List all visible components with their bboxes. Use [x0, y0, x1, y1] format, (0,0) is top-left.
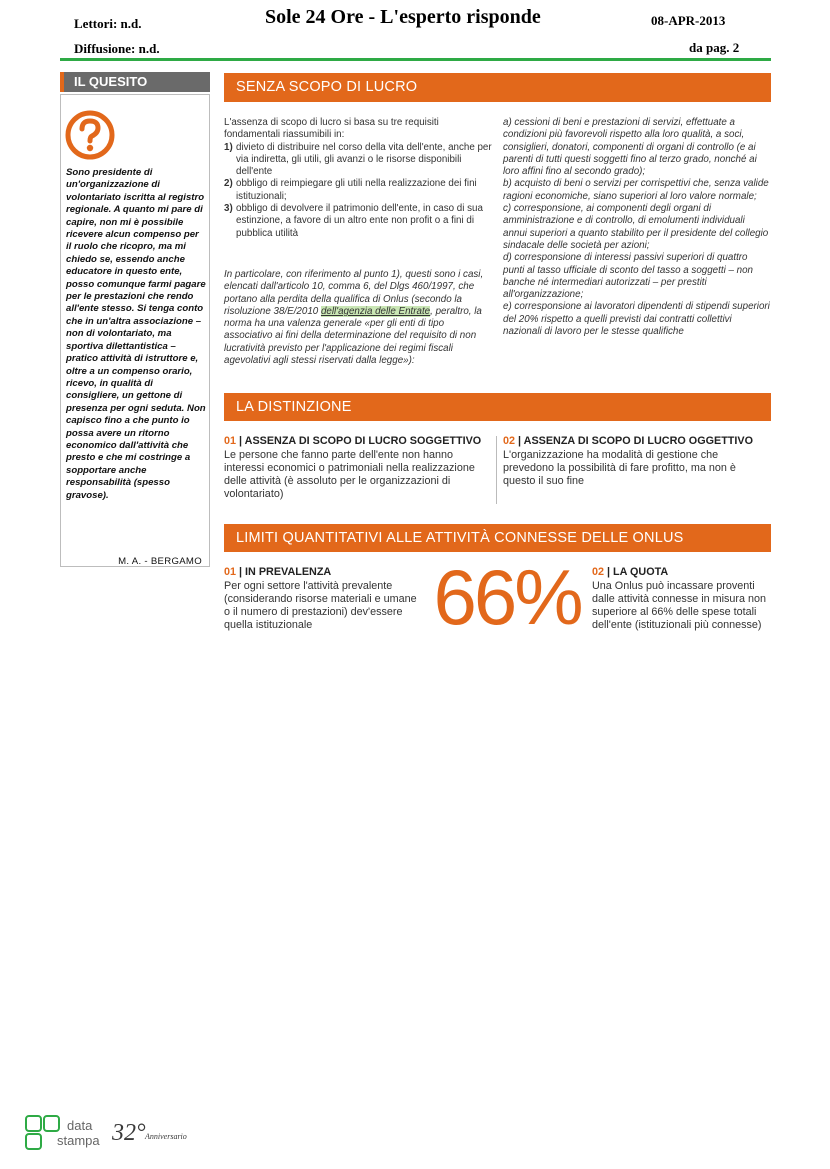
requirement-text: obbligo di devolvere il patrimonio dell'ente, in caso di sua estinzione, a favore di un altro ente non profit o a fini di pubblica utilità: [236, 203, 483, 239]
distinction-heading: 01 | ASSENZA DI SCOPO DI LUCRO SOGGETTIVO: [224, 435, 482, 447]
question-mark-icon: [65, 110, 115, 160]
distinction-heading: 02 | ASSENZA DI SCOPO DI LUCRO OGGETTIVO: [503, 435, 753, 447]
logo-word-data: data: [67, 1118, 93, 1133]
cases-column: [503, 117, 771, 338]
page-reference: da pag. 2: [689, 40, 740, 55]
item-title: ASSENZA DI SCOPO DI LUCRO SOGGETTIVO: [244, 435, 482, 447]
logo-anniversary-label: Anniversario: [145, 1132, 187, 1141]
logo-anniversary-number: 32°: [112, 1120, 146, 1146]
requirement-number: 1): [224, 141, 233, 153]
distinction-item-oggettivo: [503, 435, 771, 488]
big-percentage: 66%: [433, 553, 581, 641]
requirements-intro: L'assenza di scopo di lucro si basa su tre requisiti fondamentali riassumibili in:: [224, 117, 439, 141]
case-item: c) corresponsione, ai componenti degli organi di amministrazione e di controllo, di emolumenti individuali annui superiori a quanto stabilito per il presidente del collegio sindacale delle società per azioni;: [503, 203, 769, 251]
item-title: ASSENZA DI SCOPO DI LUCRO OGGETTIVO: [523, 435, 753, 447]
item-text: L'organizzazione ha modalità di gestione che prevedono la possibilità di fare profitto, ma non è questo il suo fine: [503, 449, 736, 487]
section-banner-senza-scopo: SENZA SCOPO DI LUCRO: [224, 73, 771, 102]
requirement-item: [224, 203, 494, 240]
section-banner-limiti: LIMITI QUANTITATIVI ALLE ATTIVITÀ CONNESSE DELLE ONLUS: [224, 524, 771, 552]
limit-item-quota: [592, 566, 772, 632]
requirement-text: obbligo di reimpiegare gli utili nella realizzazione dei fini istituzionali;: [236, 178, 477, 202]
item-text: Per ogni settore l'attività prevalente (considerando risorse materiali e umane o il numero di prestazioni) dev'essere quella istituzionale: [224, 580, 417, 631]
publication-date: 08-APR-2013: [651, 13, 726, 28]
requirement-number: 2): [224, 178, 233, 190]
item-number: 01: [224, 435, 237, 447]
paragraph-text-after: , peraltro, la norma ha una valenza generale «per gli enti di tipo associativo ai fini della determinazione del requisito di non lucratività previsto per l'applicazione dei regimi fiscali agevolativi agli stessi riservati dalla legge»):: [224, 305, 482, 367]
limit-item-prevalenza: [224, 566, 424, 632]
sidebar-heading: IL QUESITO: [60, 72, 210, 92]
item-title: LA QUOTA: [613, 566, 669, 578]
case-item: d) corresponsione di interessi passivi superiori di quattro punti al tasso ufficiale di sconto del tasso a soggetti – non banche né intermediari autorizzati – per prestiti all'organizzazione;: [503, 252, 753, 301]
requirement-text: divieto di distribuire nel corso della vita dell'ente, anche per via indiretta, gli utili, gli avanzi o le risorse disponibili dell'ente: [236, 141, 492, 178]
requirement-number: 3): [224, 203, 233, 215]
case-item: b) acquisto di beni o servizi per corrispettivi che, senza valide ragioni economiche, siano superiori al loro valore normale;: [503, 178, 769, 202]
item-number: 02: [503, 435, 516, 447]
item-text: Una Onlus può incassare proventi dalle attività connesse in misura non superiore al 66% delle spese totali dell'ente (istituzionali più connesse): [592, 580, 767, 631]
item-number: 01: [224, 566, 237, 578]
publication-title: Sole 24 Ore - L'esperto risponde: [265, 6, 541, 28]
diffusione-label: Diffusione: n.d.: [74, 41, 160, 56]
item-text: Le persone che fanno parte dell'ente non hanno interessi economici o patrimoniali nella realizzazione delle attività (è assoluto per le organizzazioni di volontariato): [224, 449, 475, 500]
limit-heading: 01 | IN PREVALENZA: [224, 566, 332, 578]
agenzia-entrate-link[interactable]: dell'agenzia delle Entrate: [320, 305, 431, 317]
requirement-item: [224, 178, 494, 203]
column-divider: [496, 436, 497, 504]
paragraph-text-before: In particolare, con riferimento al punto 1), questi sono i casi, elencati dall'articolo 10, comma 6, del Dlgs 460/1997, che portano alla perdita della qualifica di Onlus (secondo la risoluzione 38/E/2010: [224, 269, 484, 317]
header-rule: [60, 58, 771, 61]
question-signature: M. A. - BERGAMO: [118, 556, 202, 567]
question-text: Sono presidente di un'organizzazione di volontariato iscritta al registro regionale. A quanto mi pare di capire, non mi è possibile ricevere alcun compenso per il ruolo che ricopro, ma mi chiedo se, essendo anche educatore in questo ente, posso comunque farmi pagare per le prestazioni che rendo all'ente stesso. Si tenga conto che in un'altra associazione – non di volontariato, ma sportiva dilettantistica – pratico attività di istruttore e, oltre a un compenso orario, ricevo, in qualità di consigliere, un gettone di presenza per ogni seduta. Non capisco fino a che punto io possa avere un ritorno economico dall'attività che presto e che mi costringe a sopportare anche responsabilità (spesso gravose).: [66, 167, 206, 501]
requirements-column: [224, 117, 494, 240]
logo-word-stampa: stampa: [57, 1133, 100, 1148]
item-number: 02: [592, 566, 605, 578]
case-item: a) cessioni di beni e prestazioni di servizi, effettuate a condizioni più favorevoli rispetto alla loro qualità, a soci, consiglieri, donatori, componenti di organi di controllo (e ai parenti di tutti questi soggetti fino al terzo grado, nonché ai loro affini fino al secondo grado);: [503, 117, 757, 178]
item-title: IN PREVALENZA: [245, 566, 332, 578]
section-banner-distinzione: LA DISTINZIONE: [224, 393, 771, 421]
distinction-item-soggettivo: [224, 435, 494, 501]
limit-heading: 02 | LA QUOTA: [592, 566, 669, 578]
lettori-label: Lettori: n.d.: [74, 16, 142, 31]
onlus-paragraph: [224, 269, 494, 367]
case-item: e) corresponsione ai lavoratori dipendenti di stipendi superiori del 20% rispetto a quelli previsti dai contratti collettivi nazionali di lavoro per le stesse qualifiche: [503, 301, 770, 338]
requirement-item: [224, 142, 494, 179]
